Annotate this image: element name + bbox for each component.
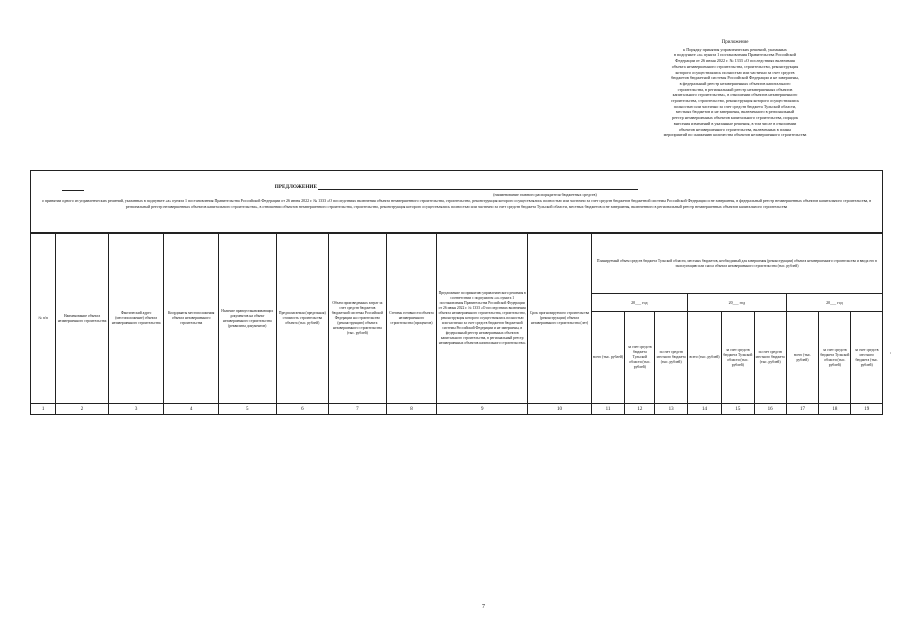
- column-number: 2: [56, 404, 109, 415]
- header-readiness: Степень готовности объекта незавершенного строительства (процентов): [386, 234, 437, 404]
- annex-line: бюджетов бюджетной системы Российской Федерации и не завершены,: [671, 75, 799, 81]
- header-proposal: Предложение по принятию управленческого решения в соответствии с подпунктом «а» пункта 1 постановления Правительства Российской Федерации от 26 июня 2022 г. № 1333 «О последствиях включения объекта незавершенного строительства, строительство, реконструкция которого осуществлялись полностью или частично за счет средств бюджетов бюджетной системы Российской Федерации и не завершены, в федеральный реестр незавершенных объектов капитального строительства, в региональный реестр незавершенных объектов капитального строительства»: [437, 234, 528, 404]
- proposal-subtitle: (наименование главного распорядителя бюджетных средств): [493, 192, 597, 197]
- annex-line: мероприятий по снижению количества объектов незавершенного строительства: [663, 132, 807, 138]
- header-address: Фактический адрес (местоположение) объекта незавершенного строительства: [108, 234, 164, 404]
- annex-title: Приложение: [721, 40, 749, 45]
- header-term: Срок прогнозируемого строительства (реконструкции) объекта незавершенного строительства (лет): [528, 234, 592, 404]
- sub-total: всего (тыс. рублей): [591, 312, 624, 404]
- header-name: Наименование объекта незавершенного строительства: [56, 234, 109, 404]
- column-number: 10: [528, 404, 592, 415]
- annex-line: в подпункте «а» пункта 1 постановления Правительства Российской: [674, 52, 796, 58]
- column-number: 4: [164, 404, 219, 415]
- column-number: 7: [329, 404, 387, 415]
- column-number: 9: [437, 404, 528, 415]
- column-number: 5: [218, 404, 276, 415]
- proposal-table: [30, 233, 883, 415]
- column-number: 6: [276, 404, 329, 415]
- year-header-2: 20___ год: [687, 294, 786, 312]
- header-num: № п/п: [31, 234, 56, 404]
- annex-line: полностью или частично за счет средств бюджета Тульской области,: [673, 103, 797, 109]
- annex-line: объектов незавершенного строительства, включенных в планы: [678, 126, 792, 132]
- year-header-3: 20___ год: [786, 294, 882, 312]
- proposal-title: ПРЕДЛОЖЕНИЕ: [274, 184, 317, 190]
- proposal-text: о принятии одного из управленческих решений, указанных в подпункте «а» пункта 1 постановления Правительства Российской Федерации от 26 июня 2022 г. № 1333 «О последствиях включения объекта незавершенного строительства, строительство, реконструкция которого осуществлялись полностью или частично за счет средств бюджетов бюджетной системы Российской Федерации и не завершены, в федеральный реестр незавершенных объектов капитального строительства, в региональный реестр незавершенных объектов капитального строительства», в отношении объектов незавершенного строительства, строительство, реконструкция которого осуществлялись полностью или частично за счет средств бюджета Тульской области, местных бюджетов и не завершены, включенного в региональный реестр незавершенных объектов капитального строительства: [41, 198, 872, 209]
- header-funding: Планируемый объем средств бюджета Тульской области, местных бюджетов, необходимый для завершения (реконструкции) объекта незавершенного строительства и ввода его в эксплуатацию или сноса объекта незавершенного строительства (тыс. рублей): [591, 234, 882, 294]
- annex-block: [585, 40, 885, 138]
- annex-line: реестр незавершенных объектов капитального строительства, порядок: [671, 115, 799, 121]
- column-number: 1: [31, 404, 56, 415]
- column-number: 19: [851, 404, 883, 415]
- blank-line: [62, 190, 84, 191]
- header-coordinates: Координаты местоположения объекта незавершенного строительства: [164, 234, 219, 404]
- column-number: 15: [722, 404, 754, 415]
- column-number: 14: [687, 404, 721, 415]
- sub-total: всего (тыс. рублей): [786, 312, 818, 404]
- annex-line: Федерации от 26 июня 2022 г. № 1333 «О последствиях включения: [675, 58, 795, 64]
- column-number: 8: [386, 404, 437, 415]
- sub-local: за счет средств местного бюджета (тыс. рублей): [754, 312, 786, 404]
- fill-in-line: [318, 184, 638, 190]
- sub-regional: за счет средств бюджета Тульской области (тыс. рублей): [722, 312, 754, 404]
- annex-line: в федеральный реестр незавершенных объектов капитального: [679, 80, 791, 86]
- header-cost: Предполагаемая (предельная) стоимость строительства объекта (тыс. рублей): [276, 234, 329, 404]
- sub-local: за счет средств местного бюджета (тыс. рублей): [655, 312, 687, 404]
- column-number: 18: [819, 404, 851, 415]
- header-documents: Наличие правоустанавливающих документов на объект незавершенного строительства (реквизиты документов): [218, 234, 276, 404]
- column-number: 12: [625, 404, 655, 415]
- column-number: 17: [786, 404, 818, 415]
- sub-regional: за счет средств бюджета Тульской области (тыс. рублей): [819, 312, 851, 404]
- sub-total: всего (тыс. рублей): [687, 312, 721, 404]
- header-expenses: Объем произведенных затрат за счет средств бюджетов бюджетной системы Российской Федерации на строительство (реконструкцию) объекта незавершенного строительства (тыс. рублей): [329, 234, 387, 404]
- annex-line: внесения изменений в указанные решения, в том числе в отношении: [673, 120, 797, 126]
- column-number: 11: [591, 404, 624, 415]
- annex-line: строительства, в региональный реестр незавершенных объектов: [677, 86, 793, 92]
- proposal-heading: [30, 184, 883, 190]
- year-header-1: 20___ год: [591, 294, 687, 312]
- column-number: 16: [754, 404, 786, 415]
- sub-regional: за счет средств бюджета Тульской области (тыс. рублей): [625, 312, 655, 404]
- annex-line: местных бюджетов и не завершены, включенного в региональный: [675, 109, 795, 115]
- annex-line: которого осуществлялись полностью или частично за счет средств: [675, 69, 795, 75]
- column-number: 3: [108, 404, 164, 415]
- annex-line: объекта незавершенного строительства, строительство, реконструкция: [671, 63, 799, 69]
- page-mark: 7: [482, 604, 485, 610]
- annex-line: строительства, строительство, реконструкция которого осуществлялись: [670, 98, 800, 104]
- annex-line: к Порядку принятия управленческих решений, указанных: [683, 46, 787, 52]
- sub-local: за счет средств местного бюджета (тыс. рублей): [851, 312, 883, 404]
- column-number: 13: [655, 404, 687, 415]
- annex-line: капитального строительства», в отношении объектов незавершенного: [672, 92, 798, 98]
- side-mark: ,: [890, 350, 892, 355]
